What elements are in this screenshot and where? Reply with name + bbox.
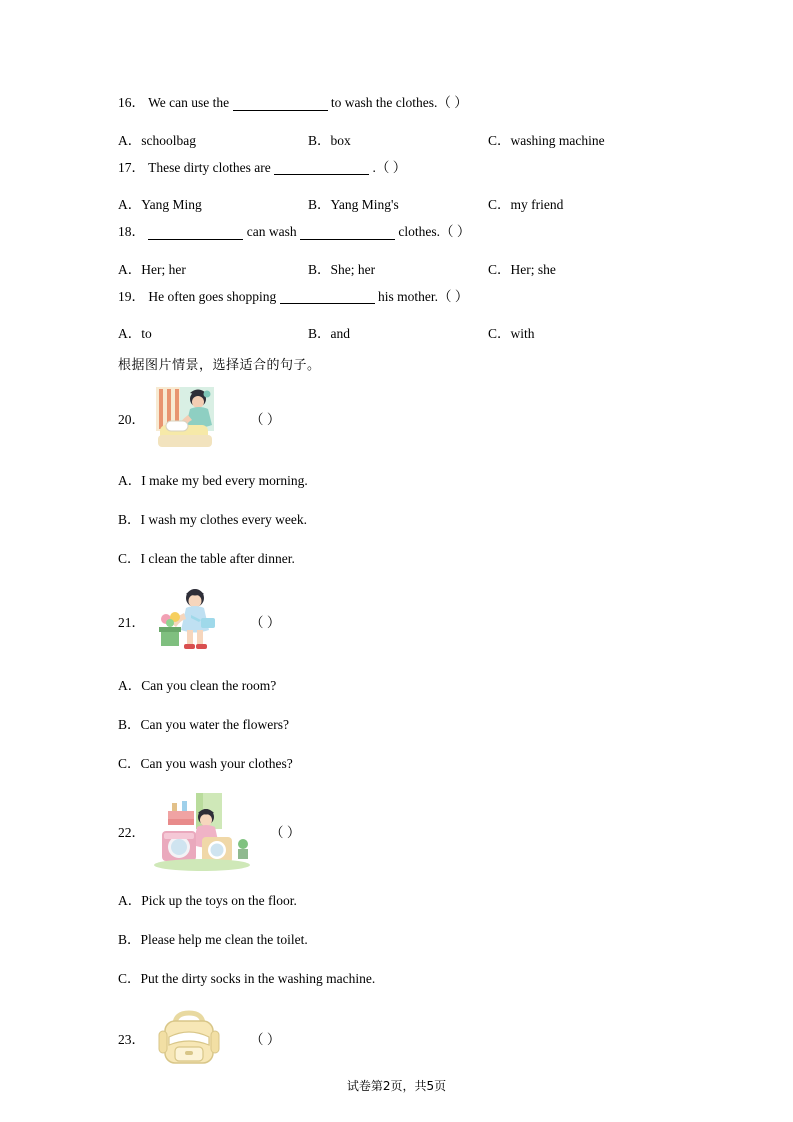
question-19 (118, 290, 678, 305)
question-16 (118, 96, 678, 111)
answer-blank (274, 161, 369, 176)
answer-blank (148, 225, 243, 240)
question-16-options (118, 129, 678, 148)
question-19-text-before: He often goes shopping (148, 288, 277, 304)
question-18-stem (118, 225, 678, 240)
question-22-number: 22． (118, 825, 145, 840)
question-20-answer-paren: （ ） (250, 412, 281, 427)
choice-a[interactable]: A．Can you clean the room? (118, 678, 277, 693)
question-21-number: 21． (118, 615, 145, 630)
backpack-illustration (148, 1007, 238, 1069)
question-23-answer-paren: （ ） (250, 1032, 281, 1047)
question-22-answer-paren: （ ） (270, 825, 301, 840)
choice-c[interactable]: C．I clean the table after dinner. (118, 551, 295, 566)
question-17 (118, 161, 678, 176)
option-c[interactable]: C．Her; she (488, 261, 556, 277)
answer-blank (233, 96, 328, 111)
question-20 (118, 385, 678, 567)
question-18-options (118, 258, 678, 277)
option-a[interactable]: A．to (118, 326, 152, 341)
girl-watering-flowers-illustration (148, 586, 238, 656)
option-c[interactable]: C．washing machine (488, 132, 605, 148)
page-footer: 试卷第2页，共5页 (346, 1079, 447, 1093)
answer-blank (280, 290, 375, 305)
option-c[interactable]: C．with (488, 326, 535, 341)
question-18-text-middle: can wash (246, 224, 297, 239)
question-16-number: 16． (118, 95, 145, 110)
question-19-stem (118, 290, 678, 305)
option-b[interactable]: B．She; her (308, 261, 376, 277)
question-19-number: 19． (118, 288, 145, 304)
question-17-stem (118, 161, 678, 176)
section-instruction: 根据图片情景，选择适合的句子。 (118, 358, 321, 373)
question-18-text-after: clothes.（ ） (398, 224, 471, 239)
question-17-options (118, 193, 678, 212)
question-19-options (118, 322, 678, 341)
question-16-stem (118, 96, 678, 111)
question-23-number: 23． (118, 1032, 145, 1047)
choice-c[interactable]: C．Put the dirty socks in the washing machine. (118, 971, 376, 986)
girl-with-washing-machine-illustration (148, 791, 258, 871)
choice-a[interactable]: A．Pick up the toys on the floor. (118, 893, 297, 908)
option-c[interactable]: C．my friend (488, 197, 564, 212)
question-16-text-after: to wash the clothes.（ ） (330, 95, 468, 110)
option-b[interactable]: B．and (308, 326, 351, 341)
option-b[interactable]: B．box (308, 132, 351, 148)
question-18-number: 18． (118, 224, 145, 239)
question-17-number: 17． (118, 159, 145, 175)
question-22 (118, 791, 678, 987)
choice-b[interactable]: B．Please help me clean the toilet. (118, 932, 308, 947)
choice-a[interactable]: A．I make my bed every morning. (118, 473, 308, 488)
option-a[interactable]: A．Her; her (118, 261, 186, 277)
question-21 (118, 586, 678, 772)
page-content (118, 96, 678, 1075)
question-20-number: 20． (118, 412, 145, 427)
question-17-text-after: .（ ） (372, 159, 407, 175)
question-16-text-before: We can use the (148, 95, 230, 110)
question-18 (118, 225, 678, 240)
question-21-answer-paren: （ ） (250, 615, 281, 630)
girl-making-bed-illustration (148, 385, 238, 451)
question-17-text-before: These dirty clothes are (148, 159, 271, 175)
choice-c[interactable]: C．Can you wash your clothes? (118, 756, 293, 771)
option-b[interactable]: B．Yang Ming's (308, 197, 399, 212)
choice-b[interactable]: B．Can you water the flowers? (118, 717, 289, 732)
choice-b[interactable]: B．I wash my clothes every week. (118, 512, 307, 527)
option-a[interactable]: A．schoolbag (118, 132, 196, 148)
question-23 (118, 1007, 678, 1069)
answer-blank (300, 225, 395, 240)
option-a[interactable]: A．Yang Ming (118, 197, 202, 212)
question-19-text-after: his mother.（ ） (377, 288, 469, 304)
